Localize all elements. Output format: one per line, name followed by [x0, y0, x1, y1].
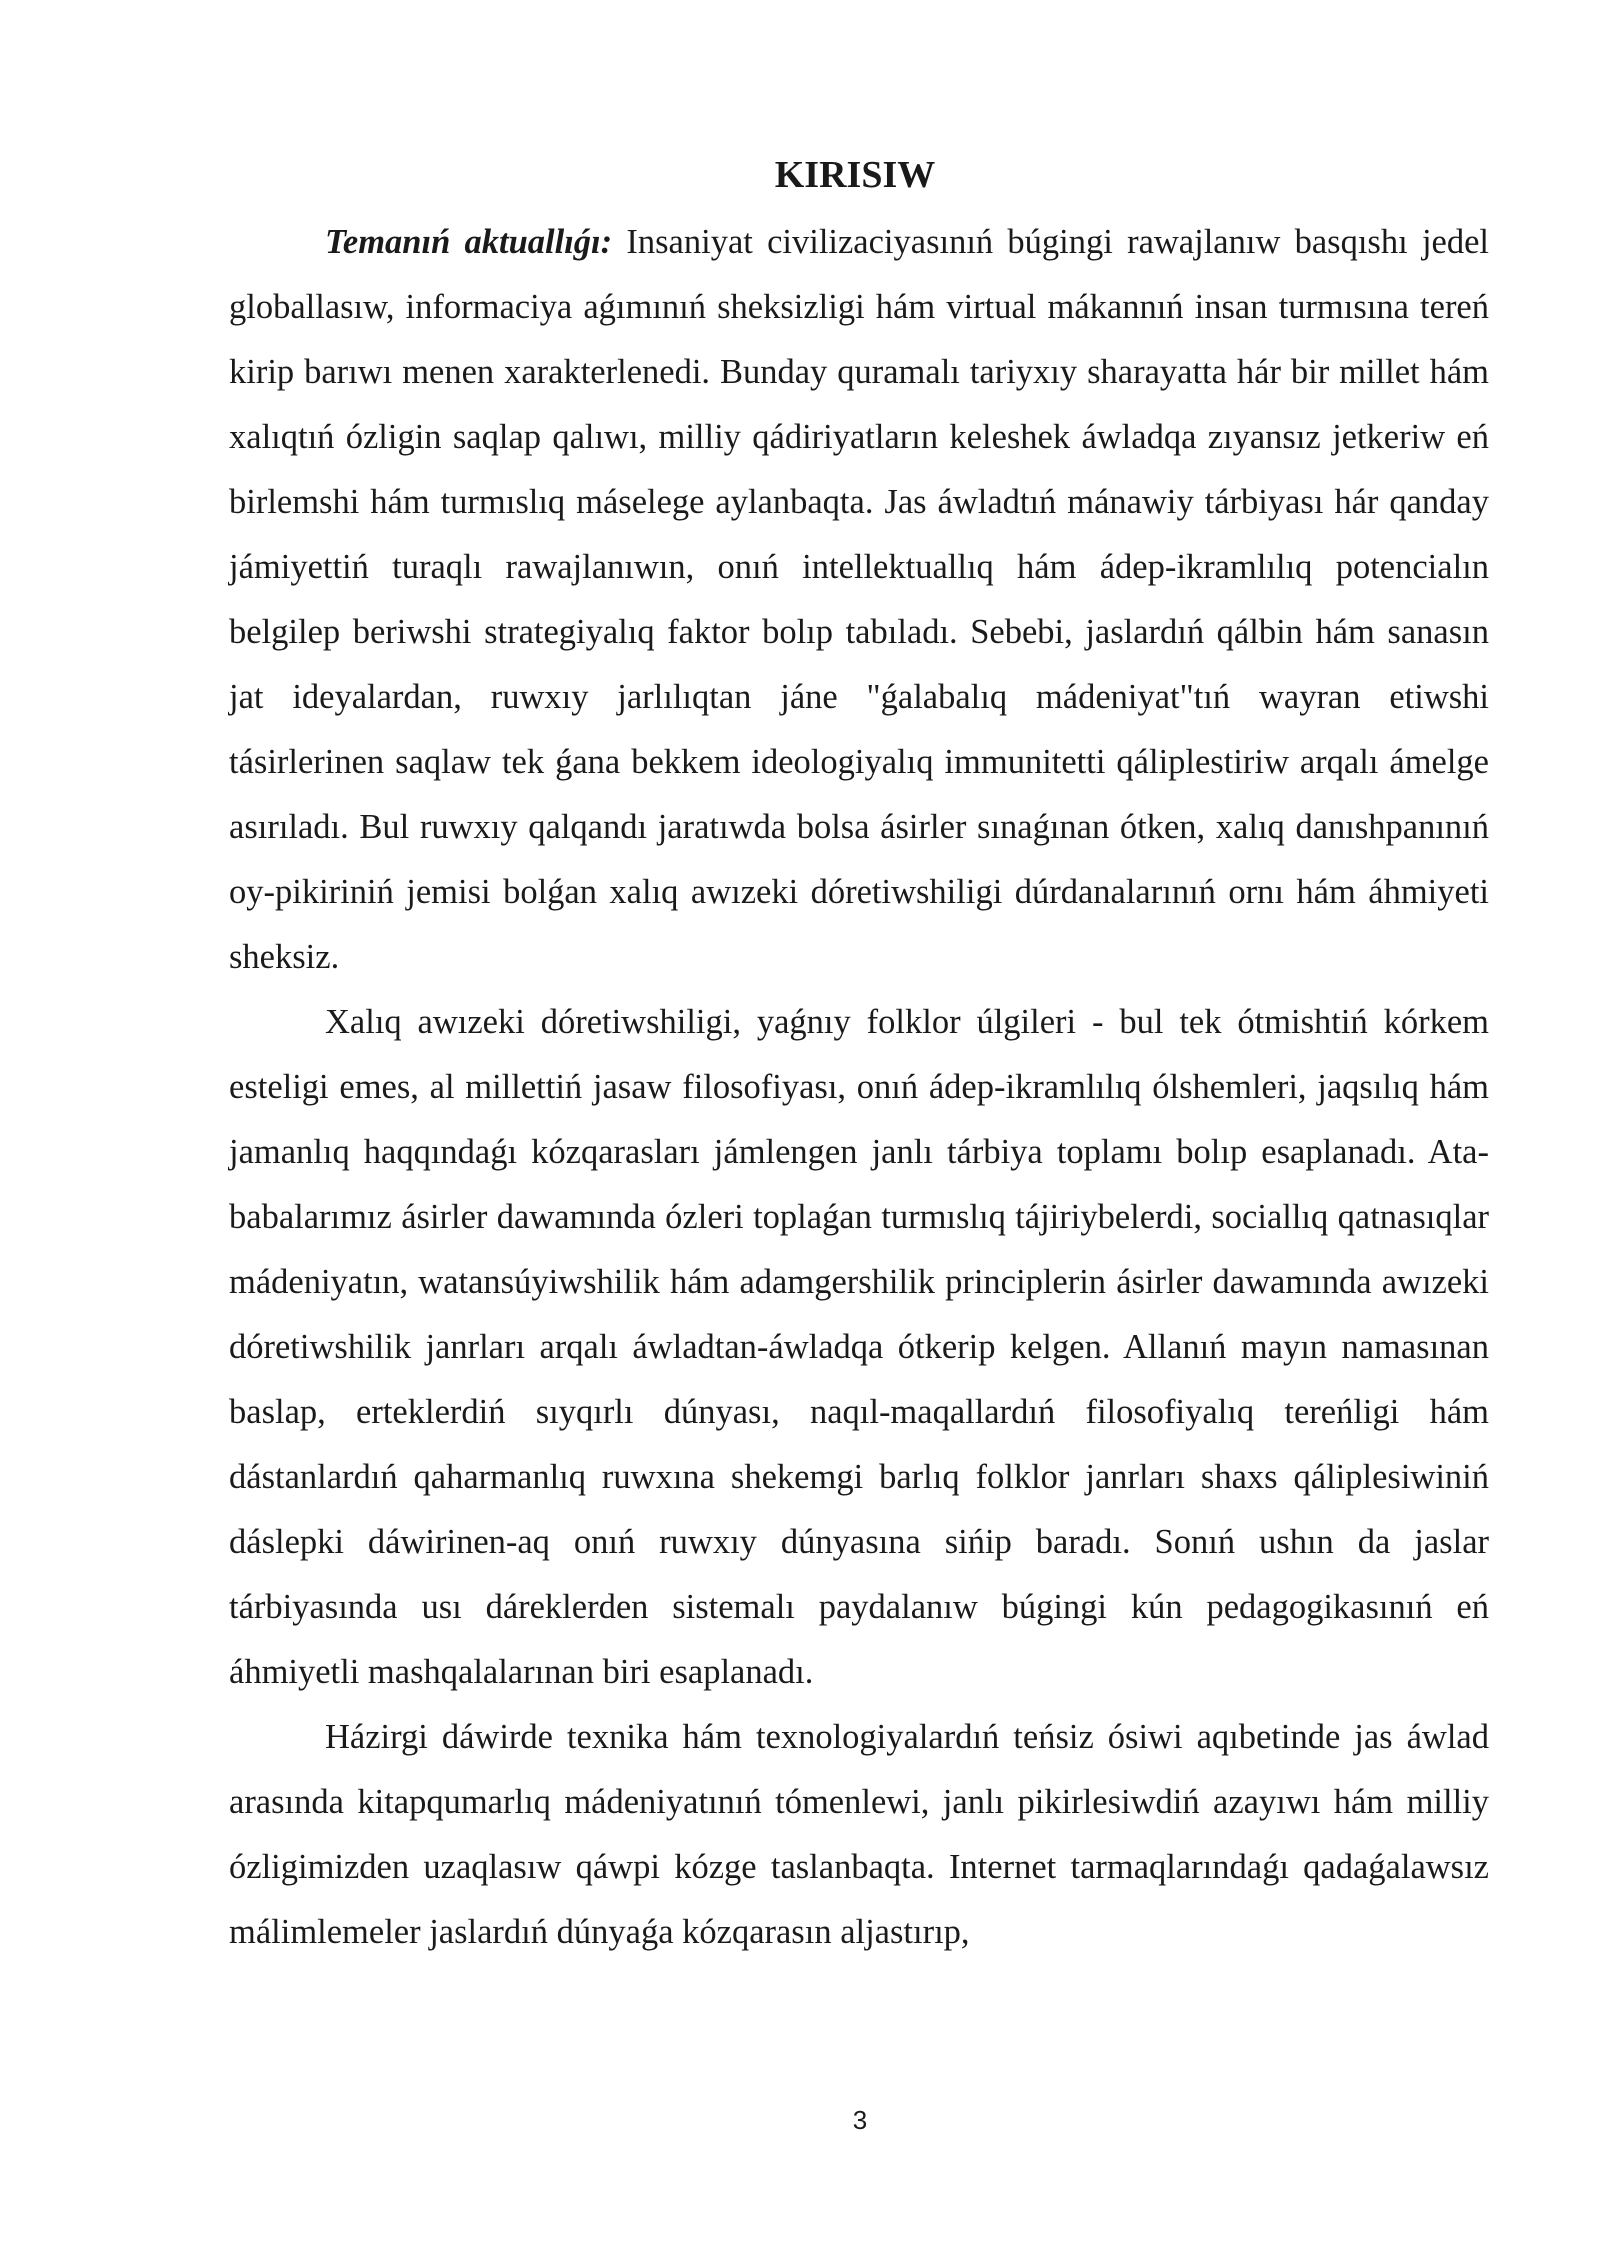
paragraph-text: Xalıq awızeki dóretiwshiligi, yaǵnıy folklor úlgileri - bul tek ótmishtiń kórkem esteligi emes, al millettiń jasaw filosofiyası, onıń ádep-ikramlılıq ólshemleri, jaqsılıq hám jamanlıq haqqındaǵı kózqarasları jámlengen janlı tárbiya toplamı bolıp esaplanadı. Ata-babalarımız ásirler dawamında ózleri toplaǵan turmıslıq tájiriybelerdi, sociallıq qatnasıqlar mádeniyatın, watansúyiwshilik hám adamgershilik principlerin ásirler dawamında awızeki dóretiwshilik janrları arqalı áwladtan-áwladqa ótkerip kelgen. Allanıń mayın namasınan baslap, erteklerdiń sıyqırlı dúnyası, naqıl-maqallardıń filosofiyalıq tereńligi hám dástanlardıń qaharmanlıq ruwxına shekemgi barlıq folklor janrları shaxs qáliplesiwiniń dáslepki dáwirinen-aq onıń ruwxıy dúnyasına sińip baradı. Sonıń ushın da jaslar tárbiyasında usı dáreklerden sistemalı paydalanıw búgingi kún pedagogikasınıń eń áhmiyetli mashqalalarınan biri esaplanadı. — [229, 1003, 1489, 1691]
paragraph-modern-era — [229, 1705, 1489, 1965]
paragraph-relevance — [229, 210, 1489, 990]
paragraph-text: Házirgi dáwirde texnika hám texnologiyalardıń teńsiz ósiwi aqıbetinde jas áwlad arasında kitapqumarlıq mádeniyatınıń tómenlewi, janlı pikirlesiwdiń azayıwı hám milliy ózligimizden uzaqlasıw qáwpi kózge taslanbaqta. Internet tarmaqlarındaǵı qadaǵalawsız málimlemeler jaslardıń dúnyaǵa kózqarasın aljastırıp, — [229, 1718, 1489, 1951]
paragraph-folklore — [229, 990, 1489, 1705]
page-title: KIRISIW — [774, 154, 936, 196]
page-number: 3 — [852, 2105, 868, 2135]
paragraph-lead: Temanıń aktuallıǵı: — [325, 223, 613, 261]
paragraph-text: Insaniyat civilizaciyasınıń búgingi rawajlanıw basqıshı jedel globallasıw, informaciya aǵımınıń sheksizligi hám virtual mákannıń insan turmısına tereń kirip barıwı menen xarakterlenedi. Bunday quramalı tariyxıy sharayatta hár bir millet hám xalıqtıń ózligin saqlap qalıwı, milliy qádiriyatların keleshek áwladqa zıyansız jetkeriw eń birlemshi hám turmıslıq máselege aylanbaqta. Jas áwladtıń mánawiy tárbiyası hár qanday jámiyettiń turaqlı rawajlanıwın, onıń intellektuallıq hám ádep-ikramlılıq potencialın belgilep beriwshi strategiyalıq faktor bolıp tabıladı. Sebebi, jaslardıń qálbin hám sanasın jat ideyalardan, ruwxıy jarlılıqtan jáne "ǵalabalıq mádeniyat"tıń wayran etiwshi tásirlerinen saqlaw tek ǵana bekkem ideologiyalıq immunitetti qáliplestiriw arqalı ámelge asırıladı. Bul ruwxıy qalqandı jaratıwda bolsa ásirler sınaǵınan ótken, xalıq danıshpanınıń oy-pikiriniń jemisi bolǵan xalıq awızeki dóretiwshiligi dúrdanalarınıń ornı hám áhmiyeti sheksiz. — [229, 223, 1489, 976]
body-text — [229, 210, 1489, 1965]
